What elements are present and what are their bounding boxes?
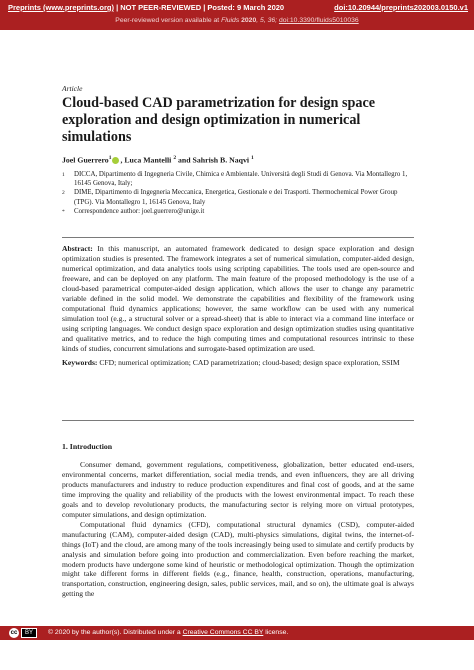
paragraph: Consumer demand, government regulations, competitiveness, globalization, better educated end-users, environmental concerns, market differentiation, social media trends, and even influencers, they are all driving products manufacturers and industry to reduce production expenditures and final cost of goods, and at the same time improving the quality and reliability of the products with the lowest environmental impact. To reach these goals and to develop revolutionary products, the manufacturing sector is relying more on virtual prototypes, computer simulations, and design optimization. — [62, 460, 414, 519]
published-doi-link[interactable]: doi:10.3390/fluids5010036 — [278, 17, 359, 24]
keywords-text: CFD; numerical optimization; CAD parametrization; cloud-based; design space exploration, SSIM — [97, 358, 400, 368]
correspondence-text: Correspondence author: joel.guerrero@unige.it — [74, 208, 205, 216]
license-text — [48, 629, 288, 636]
abstract-label: Abstract: — [62, 244, 93, 253]
article-type: Article — [62, 84, 83, 93]
paragraph: Computational fluid dynamics (CFD), computational structural dynamics (CSD), computer-aided manufacturing (CAM), computer-aided design (CAD), multi-physics simulations, digital twins, the internet-of-things (IoT) and the cloud, are among many of the tools increasingly being used to simulate and certify products by analysis and simulation before going into production and commercialization. Even before reaching the market, modern products have undergone some kind of heuristic or methodological optimization. Though the optimization might take different forms in different fields (e.g., finance, health, construction, operations, manufacturing, transportation, construction, engineering design, sales, public services, mail, and so on), the ultimate goal is always getting the — [62, 519, 414, 599]
section-heading: 1. Introduction — [62, 442, 113, 451]
preprints-link[interactable]: Preprints (www.preprints.org) — [8, 3, 114, 12]
header-separator: | — [113, 3, 121, 12]
header-left — [8, 3, 284, 14]
author-name: , Luca Mantelli — [120, 155, 172, 165]
abstract-text: In this manuscript, an automated framework dedicated to design space exploration and design optimization studies is presented. The framework integrates a set of numerical simulation, computer-aided design, numerical optimization, and data analytics tools using scripting capabilities. The tools used are open-source and freeware, and can be deployed on any platform. The main feature of the proposed methodology is the use of a cloud-based parametrical computer-aided design application, which allows the user to change any parametric variable defined in the solid model. We demonstrate the capabilities and flexibility of the framework using computational fluid dynamics applications; however, the same workflow can be used with any numerical simulation tool (e.g., a structural solver or a spread-sheet) that is able to interact via a command line interface or using scripting languages. We conduct design space exploration and design optimization studies using quantitative and qualitative metrics, and to reduce the high computing times and computational resources intrinsic to these kinds of studies, concurrent simulations and surrogate-based optimization are used. — [62, 244, 414, 353]
posted-date: Posted: 9 March 2020 — [207, 3, 285, 12]
journal-name: Fluids — [221, 17, 240, 24]
author-name: Joel Guerrero — [62, 155, 109, 165]
author-list — [62, 155, 414, 165]
affiliation-mark: 1 — [62, 171, 65, 178]
keywords-label: Keywords: — [62, 358, 98, 368]
journal-volume: , 5, 36; — [256, 17, 278, 24]
header-separator: | — [201, 3, 208, 12]
preprint-doi-link[interactable]: doi:10.20944/preprints202003.0150.v1 — [334, 3, 468, 12]
author-affiliation-mark: 1 — [251, 155, 254, 161]
peer-reviewed-notice — [0, 17, 474, 24]
introduction-section — [62, 442, 414, 599]
affiliation-text: DIME, Dipartimento di Ingegneria Meccanica, Energetica, Gestionale e dei Trasporti. Thermochemical Power Group (TPG). Via Montallegro 1, 16145 Genova, Italy — [74, 189, 398, 206]
license-suffix: license. — [263, 629, 289, 636]
by-icon: BY — [21, 628, 37, 638]
abstract-box — [62, 237, 414, 421]
peer-reviewed-prefix: Peer-reviewed version available at — [115, 17, 222, 24]
preprint-header-bar — [0, 0, 474, 30]
journal-year: 2020 — [239, 17, 257, 24]
copyright-text: © 2020 by the author(s). Distributed under a — [48, 629, 183, 636]
cc-badge[interactable] — [9, 628, 37, 638]
correspondence-mark: * — [62, 209, 65, 216]
cc-icon: cc — [10, 630, 18, 636]
correspondence — [62, 207, 414, 217]
article-front-matter — [62, 84, 414, 218]
affiliation — [62, 188, 414, 207]
peer-review-status: NOT PEER-REVIEWED — [120, 3, 202, 12]
affiliation-mark: 2 — [62, 190, 65, 197]
author-affiliation-mark: 2 — [173, 155, 177, 161]
header-row — [8, 3, 468, 14]
affiliation-text: DICCA, Dipartimento di Ingegneria Civile, Chimica e Ambientale. Università degli Studi di Genova. Via Montallegro 1, 16145 Genova, Italy; — [74, 170, 408, 187]
page-title: Cloud-based CAD parametrization for design space exploration and design optimization in numerical simulations — [62, 95, 376, 145]
license-link[interactable]: Creative Commons CC BY — [182, 629, 264, 636]
author-affiliation-mark: 1 — [108, 155, 112, 161]
affiliation — [62, 170, 414, 189]
license-footer — [0, 626, 474, 640]
keywords — [62, 358, 414, 368]
orcid-icon[interactable] — [112, 157, 119, 164]
abstract — [62, 244, 414, 353]
author-name: and Sahrish B. Naqvi — [176, 155, 250, 165]
